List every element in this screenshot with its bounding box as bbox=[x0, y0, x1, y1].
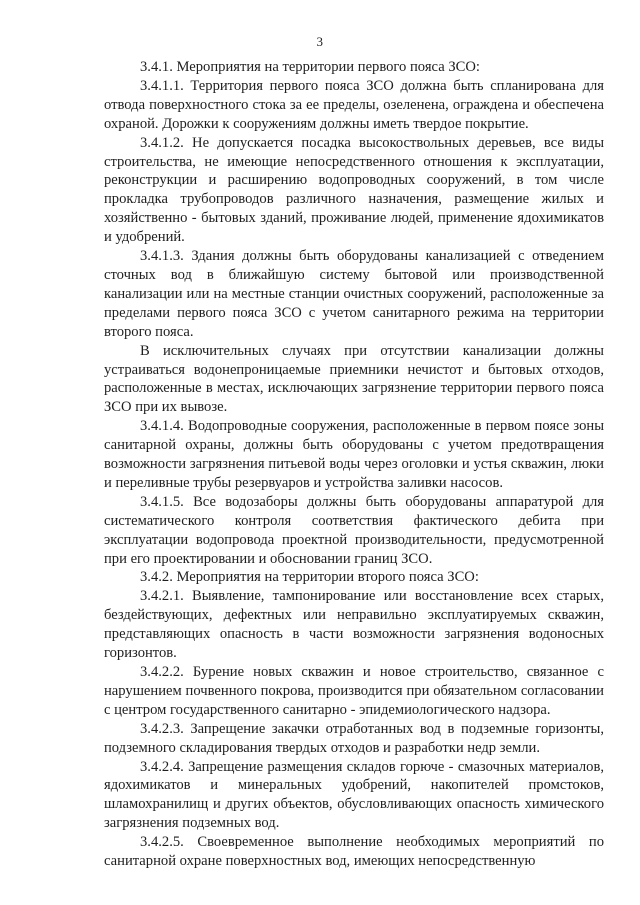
paragraph-3-4-2-3: 3.4.2.3. Запрещение закачки отработанных вод в подземные горизонты, подземного складирования твердых отходов и разработки недр земли. bbox=[104, 720, 604, 756]
paragraph-3-4-2-2: 3.4.2.2. Бурение новых скважин и новое строительство, связанное с нарушением почвенного покрова, производится при обязательном согласовании с центром государственного санитарно - эпидемиологического надзора. bbox=[104, 664, 604, 718]
paragraph-3-4-1-3: 3.4.1.3. Здания должны быть оборудованы канализацией с отведением сточных вод в ближайшую систему бытовой или производственной канализации или на местные станции очистных сооружений, расположенные за пределами первого пояса ЗСО с учетом санитарного режима на территории второго пояса. bbox=[104, 248, 604, 340]
paragraph-3-4-1-1: 3.4.1.1. Территория первого пояса ЗСО должна быть спланирована для отвода поверхностного стока за ее пределы, озеленена, ограждена и обеспечена охраной. Дорожки к сооружениям должны иметь твердое покрытие. bbox=[104, 77, 604, 132]
paragraph-3-4-1-4: 3.4.1.4. Водопроводные сооружения, расположенные в первом поясе зоны санитарной охраны, должны быть оборудованы с учетом предотвращения возможности загрязнения питьевой воды через оголовки и устья скважин, люки и переливные трубы резервуаров и устройства заливки насосов. bbox=[104, 418, 604, 491]
paragraph-3-4-2-1: 3.4.2.1. Выявление, тампонирование или восстановление всех старых, бездействующих, дефектных или неправильно эксплуатируемых скважин, представляющих опасность в части возможности загрязнения водоносных горизонтов. bbox=[104, 588, 604, 662]
page-number: 3 bbox=[316, 34, 324, 49]
paragraph-3-4-1-2: 3.4.1.2. Не допускается посадка высокоствольных деревьев, все виды строительства, не имеющие непосредственного отношения к эксплуатации, реконструкции и расширению водопроводных сооружений, в том числе прокладка трубопроводов различного назначения, размещение жилых и хозяйственно - бытовых зданий, проживание людей, применение ядохимикатов и удобрений. bbox=[104, 134, 604, 246]
paragraph-exceptional-cases: В исключительных случаях при отсутствии канализации должны устраиваться водонепроницаемые приемники нечистот и бытовых отходов, расположенные в местах, исключающих загрязнение территории первого пояса ЗСО при их вывозе. bbox=[104, 342, 604, 416]
paragraph-3-4-2-5: 3.4.2.5. Своевременное выполнение необходимых мероприятий по санитарной охране поверхностных вод, имеющих непосредственную bbox=[104, 834, 604, 870]
paragraph-3-4-1-5: 3.4.1.5. Все водозаборы должны быть оборудованы аппаратурой для систематического контроля соответствия фактического дебита при эксплуатации водопровода проектной производительности, предусмотренной при его проектировании и обосновании границ ЗСО. bbox=[104, 493, 604, 567]
section-heading-3-4-2: 3.4.2. Мероприятия на территории второго пояса ЗСО: bbox=[140, 569, 479, 586]
document-body bbox=[104, 58, 604, 871]
paragraph-3-4-2-4: 3.4.2.4. Запрещение размещения складов горюче - смазочных материалов, ядохимикатов и минеральных удобрений, накопителей промстоков, шламохранилищ и других объектов, обусловливающих опасность химического загрязнения подземных вод. bbox=[104, 758, 604, 832]
section-heading-3-4-1: 3.4.1. Мероприятия на территории первого пояса ЗСО: bbox=[140, 59, 480, 75]
